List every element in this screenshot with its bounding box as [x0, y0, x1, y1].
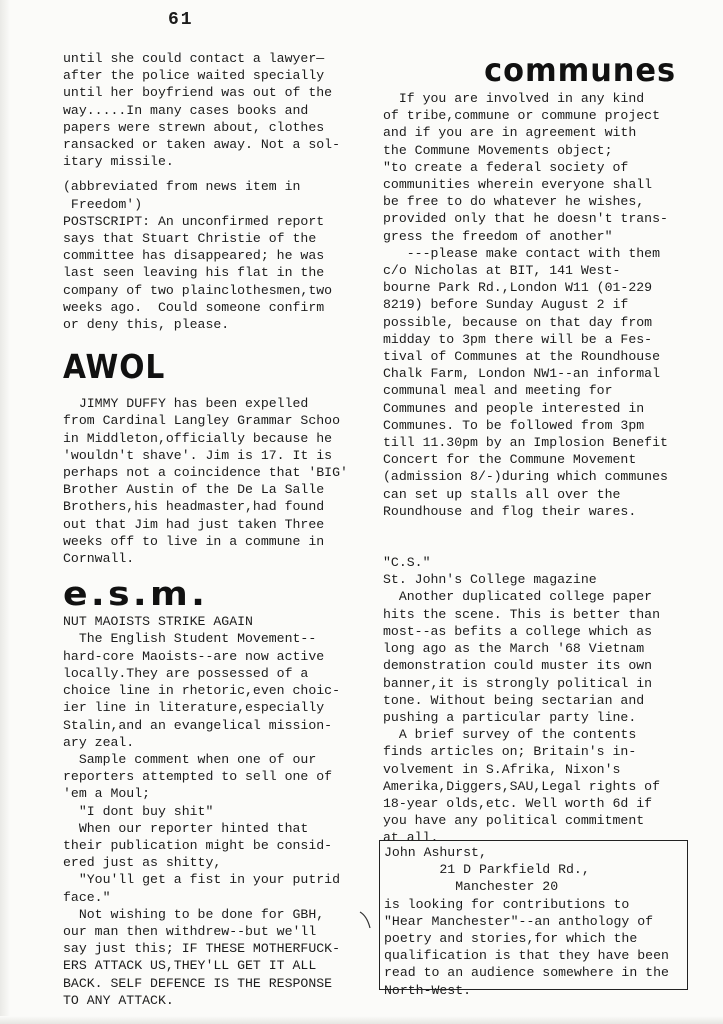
page-number: 61: [168, 10, 194, 30]
text-line: The English Student Movement--: [63, 631, 317, 647]
text-line: POSTSCRIPT: An unconfirmed report: [63, 213, 325, 229]
text-line: locally.They are possessed of a: [63, 665, 309, 681]
page-edge-shadow: [0, 0, 10, 1024]
esm-article: [63, 575, 363, 1009]
text-line: A brief survey of the contents: [383, 727, 637, 743]
text-line: tival of Communes at the Roundhouse: [383, 349, 660, 365]
notice-box: [379, 840, 688, 998]
police-raid-article-ending: [63, 50, 363, 170]
text-line: read to an audience somewhere in the: [384, 965, 669, 981]
text-line: is looking for contributions to: [384, 896, 630, 912]
text-line: pushing a particular party line.: [383, 709, 637, 725]
text-line: Brother Austin of the De La Salle: [63, 482, 325, 498]
text-line: Cornwall.: [63, 551, 135, 567]
text-line: BACK. SELF DEFENCE IS THE RESPONSE: [63, 975, 333, 991]
text-line: Communes and people interested in: [383, 400, 645, 416]
text-line: If you are involved in any kind: [383, 91, 645, 106]
text-line: after the police waited specially: [63, 68, 325, 84]
text-line: their publication might be consid-: [63, 837, 333, 853]
text-line: Not wishing to be done for GBH,: [63, 906, 325, 922]
text-line: ransacked or taken away. Not a sol-: [63, 137, 340, 153]
text-line: demonstration could muster its own: [383, 658, 653, 674]
text-line: out that Jim had just taken Three: [63, 516, 325, 532]
text-line: finds articles on; Britain's in-: [383, 744, 637, 760]
text-line: Concert for the Commune Movement: [383, 452, 637, 468]
text-line: of tribe,commune or commune project: [383, 108, 660, 124]
source-note: [63, 178, 363, 212]
text-line: gress the freedom of another": [383, 228, 613, 244]
text-line: volvement in S.Afrika, Nixon's: [383, 761, 621, 777]
text-line: banner,it is strongly political in: [383, 675, 653, 691]
text-line: itary missile.: [63, 154, 174, 170]
text-line: Stalin,and an evangelical mission-: [63, 717, 333, 733]
text-line: 8219) before Sunday August 2 if: [383, 297, 629, 313]
left-column: [63, 50, 363, 1009]
text-line: JIMMY DUFFY has been expelled: [63, 396, 309, 412]
text-line: ERS ATTACK US,THEY'LL GET IT ALL: [63, 958, 317, 974]
text-line: "C.S.": [383, 555, 431, 571]
right-column: [383, 50, 688, 847]
text-line: way.....In many cases books and: [63, 102, 309, 118]
text-line: our man then withdrew--but we'll: [63, 923, 317, 939]
text-line: "I dont buy shit": [63, 803, 214, 819]
text-line: (abbreviated from news item in: [63, 179, 301, 195]
text-line: 'wouldn't shave'. Jim is 17. It is: [63, 447, 333, 463]
text-line: 'em a Moul;: [63, 786, 151, 802]
text-line: can set up stalls all over the: [383, 486, 621, 502]
text-line: Manchester 20: [384, 879, 559, 895]
postscript: [63, 213, 363, 333]
text-line: Sample comment when one of our: [63, 751, 317, 767]
text-line: ary zeal.: [63, 734, 135, 750]
text-line: (admission 8/-)during which communes: [383, 469, 668, 485]
awol-article: [63, 347, 363, 567]
text-line: until she could contact a lawyer—: [63, 51, 325, 66]
cs-magazine-review: [383, 554, 688, 846]
text-line: choice line in rhetoric,even choic-: [63, 683, 340, 699]
communes-article: [383, 50, 688, 520]
text-line: hard-core Maoists--are now active: [63, 648, 325, 664]
text-line: TO ANY ATTACK.: [63, 992, 174, 1008]
text-line: most--as befits a college which as: [383, 623, 653, 639]
text-line: ier line in literature,especially: [63, 700, 325, 716]
text-line: "You'll get a fist in your putrid: [63, 872, 340, 888]
text-line: face.": [63, 889, 111, 905]
text-line: North-West.: [384, 982, 472, 998]
text-line: and if you are in agreement with: [383, 125, 637, 141]
text-line: tone. Without being sectarian and: [383, 692, 645, 708]
text-line: Chalk Farm, London NW1--an informal: [383, 366, 660, 382]
text-line: says that Stuart Christie of the: [63, 231, 317, 247]
text-line: Roundhouse and flog their wares.: [383, 503, 637, 519]
text-line: long ago as the March '68 Vietnam: [383, 641, 645, 657]
text-line: you have any political commitment: [383, 813, 645, 829]
text-line: NUT MAOISTS STRIKE AGAIN: [63, 614, 253, 630]
text-line: weeks off to live in a commune in: [63, 533, 325, 549]
text-line: from Cardinal Langley Grammar Schoo: [63, 413, 340, 429]
text-line: "Hear Manchester"--an anthology of: [384, 913, 654, 929]
text-line: bourne Park Rd.,London W11 (01-229: [383, 280, 653, 296]
text-line: company of two plainclothesmen,two: [63, 282, 333, 298]
text-line: Freedom'): [63, 196, 143, 212]
text-line: in Middleton,officially because he: [63, 430, 333, 446]
esm-headline: e.s.m.: [63, 574, 209, 614]
text-line: 18-year olds,etc. Well worth 6d if: [383, 795, 653, 811]
text-line: until her boyfriend was out of the: [63, 85, 333, 101]
text-line: When our reporter hinted that: [63, 820, 309, 836]
text-line: committee has disappeared; he was: [63, 248, 325, 264]
text-line: provided only that he doesn't trans-: [383, 211, 668, 227]
text-line: till 11.30pm by an Implosion Benefit: [383, 435, 668, 451]
text-line: qualification is that they have been: [384, 948, 669, 964]
text-line: perhaps not a coincidence that 'BIG': [63, 465, 348, 481]
text-line: be free to do whatever he wishes,: [383, 194, 645, 210]
text-line: "to create a federal society of: [383, 159, 629, 175]
text-line: poetry and stories,for which the: [384, 931, 638, 947]
text-line: possible, because on that day from: [383, 314, 653, 330]
text-line: midday to 3pm there will be a Fes-: [383, 331, 653, 347]
text-line: communities wherein everyone shall: [383, 177, 653, 193]
pencil-mark-icon: [358, 910, 372, 930]
text-line: ered just as shitty,: [63, 855, 222, 871]
text-line: last seen leaving his flat in the: [63, 265, 325, 281]
text-line: or deny this, please.: [63, 317, 230, 333]
text-line: c/o Nicholas at BIT, 141 West-: [383, 263, 621, 279]
text-line: Amerika,Diggers,SAU,Legal rights of: [383, 778, 660, 794]
text-line: the Commune Movements object;: [383, 142, 613, 158]
text-line: reporters attempted to sell one of: [63, 769, 333, 785]
text-line: communal meal and meeting for: [383, 383, 613, 399]
communes-headline: communes: [484, 51, 676, 89]
text-line: weeks ago. Could someone confirm: [63, 299, 325, 315]
page-bottom-shadow: [0, 1016, 723, 1024]
awol-headline: AWOL: [63, 347, 166, 387]
text-line: Communes. To be followed from 3pm: [383, 417, 645, 433]
text-line: say just this; IF THESE MOTHERFUCK-: [63, 941, 340, 957]
text-line: Another duplicated college paper: [383, 589, 653, 605]
text-line: Brothers,his headmaster,had found: [63, 499, 325, 515]
text-line: papers were strewn about, clothes: [63, 119, 325, 135]
text-line: St. John's College magazine: [383, 572, 597, 588]
text-line: John Ashurst,: [384, 845, 487, 860]
text-line: 21 D Parkfield Rd.,: [384, 862, 590, 878]
text-line: at all.: [383, 830, 439, 846]
text-line: ---please make contact with them: [383, 245, 660, 261]
text-line: hits the scene. This is better than: [383, 606, 660, 622]
